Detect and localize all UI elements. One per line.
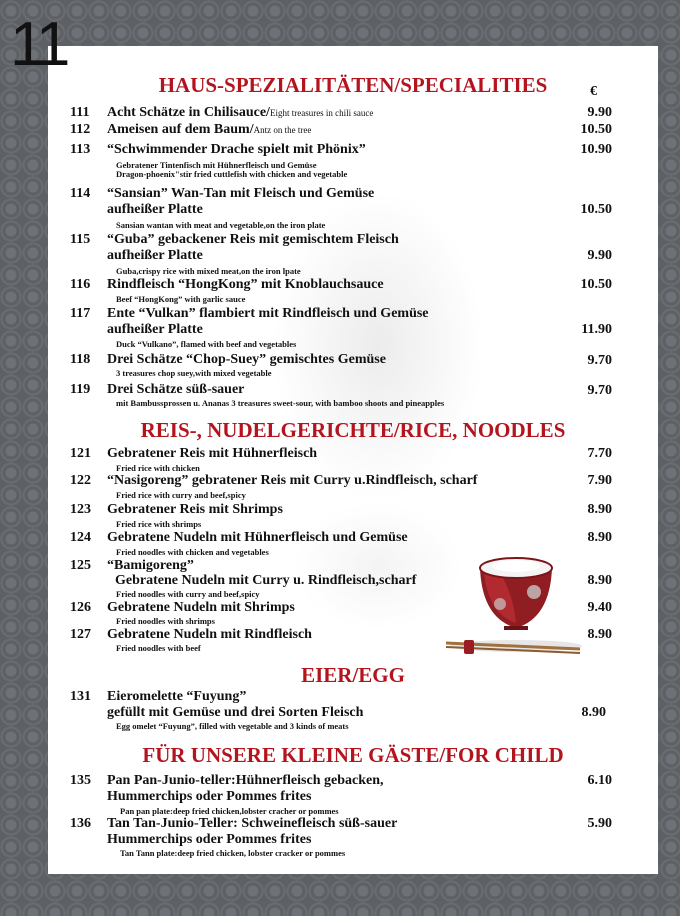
item-price: 10.90 <box>580 142 612 157</box>
section-title-egg: EIER/EGG <box>301 663 405 687</box>
item-description: Beef “HongKong” with garlic sauce <box>116 294 246 304</box>
item-name: Gebratener Reis mit Hühnerfleisch <box>107 446 318 461</box>
item-price: 10.50 <box>580 122 612 137</box>
item-name: Eieromelette “Fuyung” <box>107 689 247 704</box>
item-name-line2: gefüllt mit Gemüse und drei Sorten Fleisch <box>107 705 364 720</box>
item-price: 8.90 <box>587 502 612 517</box>
item-name: Ente “Vulkan” flambiert mit Rindfleisch und Gemüse <box>107 306 429 321</box>
section-title-for-child: FÜR UNSERE KLEINE GÄSTE/FOR CHILD <box>142 743 564 767</box>
item-price: 8.90 <box>581 705 606 720</box>
item-name-line2: aufheißer Platte <box>107 202 203 217</box>
item-price: 7.90 <box>587 473 612 488</box>
item-number: 114 <box>70 186 91 201</box>
item-number: 124 <box>70 530 91 545</box>
section-title-rice-noodles: REIS-, NUDELGERICHTE/RICE, NOODLES <box>140 418 566 442</box>
item-number: 135 <box>70 773 91 788</box>
item-name: Pan Pan-Junio-teller:Hühnerfleisch gebacken, <box>107 773 384 788</box>
item-name: Ameisen auf dem Baum/Antz on the tree <box>107 122 312 137</box>
item-description: Egg omelet “Fuyung”, filled with vegetable and 3 kinds of meats <box>116 721 349 731</box>
item-number: 116 <box>70 277 91 292</box>
item-description: Sansian wantan with meat and vegetable,on the iron plate <box>116 220 326 230</box>
item-name-line2: Hummerchips oder Pommes frites <box>107 832 312 847</box>
item-description: Fried rice with curry and beef,spicy <box>116 490 246 500</box>
item-name: Drei Schätze süß-sauer <box>107 382 245 397</box>
item-number: 136 <box>70 816 91 831</box>
item-name-translation: Antz on the tree <box>253 125 312 135</box>
item-price: 7.70 <box>587 446 612 461</box>
item-description: 3 treasures chop suey,with mixed vegetable <box>116 368 272 378</box>
item-name: Acht Schätze in Chilisauce/Eight treasures in chili sauce <box>107 105 374 120</box>
item-number: 112 <box>70 122 91 137</box>
currency-symbol: € <box>590 84 597 99</box>
item-name: Gebratene Nudeln mit Rindfleisch <box>107 627 312 642</box>
item-description: Fried noodles with curry and beef,spicy <box>116 589 260 599</box>
item-number: 127 <box>70 627 91 642</box>
item-number: 122 <box>70 473 91 488</box>
item-price: 10.50 <box>580 202 612 217</box>
item-name-translation: Eight treasures in chili sauce <box>269 108 374 118</box>
item-name: Gebratene Nudeln mit Shrimps <box>107 600 295 615</box>
item-number: 126 <box>70 600 91 615</box>
item-price: 9.90 <box>587 105 612 120</box>
item-price: 5.90 <box>587 816 612 831</box>
item-name: Tan Tan-Junio-Teller: Schweinefleisch süß-sauer <box>107 816 398 831</box>
item-name-line2: Gebratene Nudeln mit Curry u. Rindfleisch,scharf <box>115 573 417 588</box>
item-name-line2: Hummerchips oder Pommes frites <box>107 789 312 804</box>
item-name: Rindfleisch “HongKong” mit Knoblauchsauce <box>107 277 384 292</box>
item-price: 8.90 <box>587 573 612 588</box>
item-price: 11.90 <box>581 322 612 337</box>
item-name: Gebratene Nudeln mit Hühnerfleisch und Gemüse <box>107 530 408 545</box>
item-name: “Nasigoreng” gebratener Reis mit Curry u.Rindfleisch, scharf <box>107 473 478 488</box>
item-name: Gebratener Reis mit Shrimps <box>107 502 283 517</box>
item-price: 9.90 <box>587 248 612 263</box>
section-title-specialities: HAUS-SPEZIALITÄTEN/SPECIALITIES <box>158 73 548 97</box>
menu-paper <box>48 46 658 874</box>
item-description: Tan Tann plate:deep fried chicken, lobster cracker or pommes <box>120 848 346 858</box>
item-name: “Schwimmender Drache spielt mit Phönix” <box>107 142 366 157</box>
item-description: mit Bambussprossen u. Ananas 3 treasures sweet-sour, with bamboo shoots and pineapples <box>116 398 445 408</box>
item-number: 131 <box>70 689 91 704</box>
item-description: Fried noodles with beef <box>116 643 201 653</box>
item-name-line2: aufheißer Platte <box>107 248 203 263</box>
item-name-line2: aufheißer Platte <box>107 322 203 337</box>
item-price: 9.40 <box>587 600 612 615</box>
item-number: 117 <box>70 306 91 321</box>
item-price: 8.90 <box>587 530 612 545</box>
item-description: Pan pan plate:deep fried chicken,lobster cracher or pommes <box>120 806 339 816</box>
item-description: Fried noodles with shrimps <box>116 616 215 626</box>
item-number: 125 <box>70 558 91 573</box>
item-number: 123 <box>70 502 91 517</box>
item-name: “Guba” gebackener Reis mit gemischtem Fleisch <box>107 232 399 247</box>
item-number: 115 <box>70 232 91 247</box>
item-number: 111 <box>70 105 90 120</box>
item-description: Fried rice with chicken <box>116 463 200 473</box>
item-price: 8.90 <box>587 627 612 642</box>
item-number: 118 <box>70 352 91 367</box>
item-description: Fried rice with shrimps <box>116 519 202 529</box>
item-name: “Bamigoreng” <box>107 558 194 573</box>
item-name: Drei Schätze “Chop-Suey” gemischtes Gemüse <box>107 352 386 367</box>
item-price: 6.10 <box>587 773 612 788</box>
item-price: 9.70 <box>587 383 612 398</box>
rice-bowl-illustration <box>444 546 584 656</box>
item-number: 121 <box>70 446 91 461</box>
item-description: Duck “Vulkano”, flamed with beef and vegetables <box>116 339 297 349</box>
item-description: Fried noodles with chicken and vegetables <box>116 547 269 557</box>
item-price: 10.50 <box>580 277 612 292</box>
item-name: “Sansian” Wan-Tan mit Fleisch und Gemüse <box>107 186 375 201</box>
item-number: 119 <box>70 382 91 397</box>
item-description: Dragon-phoenix"stir fried cuttlefish with chicken and vegetable <box>116 169 348 179</box>
item-price: 9.70 <box>587 353 612 368</box>
item-description: Gebratener Tintenfisch mit Hühnerfleisch und Gemüse <box>116 160 317 170</box>
item-description: Guba,crispy rice with mixed meat,on the iron lpate <box>116 266 301 276</box>
page-number: 11 <box>10 10 67 79</box>
item-number: 113 <box>70 142 91 157</box>
